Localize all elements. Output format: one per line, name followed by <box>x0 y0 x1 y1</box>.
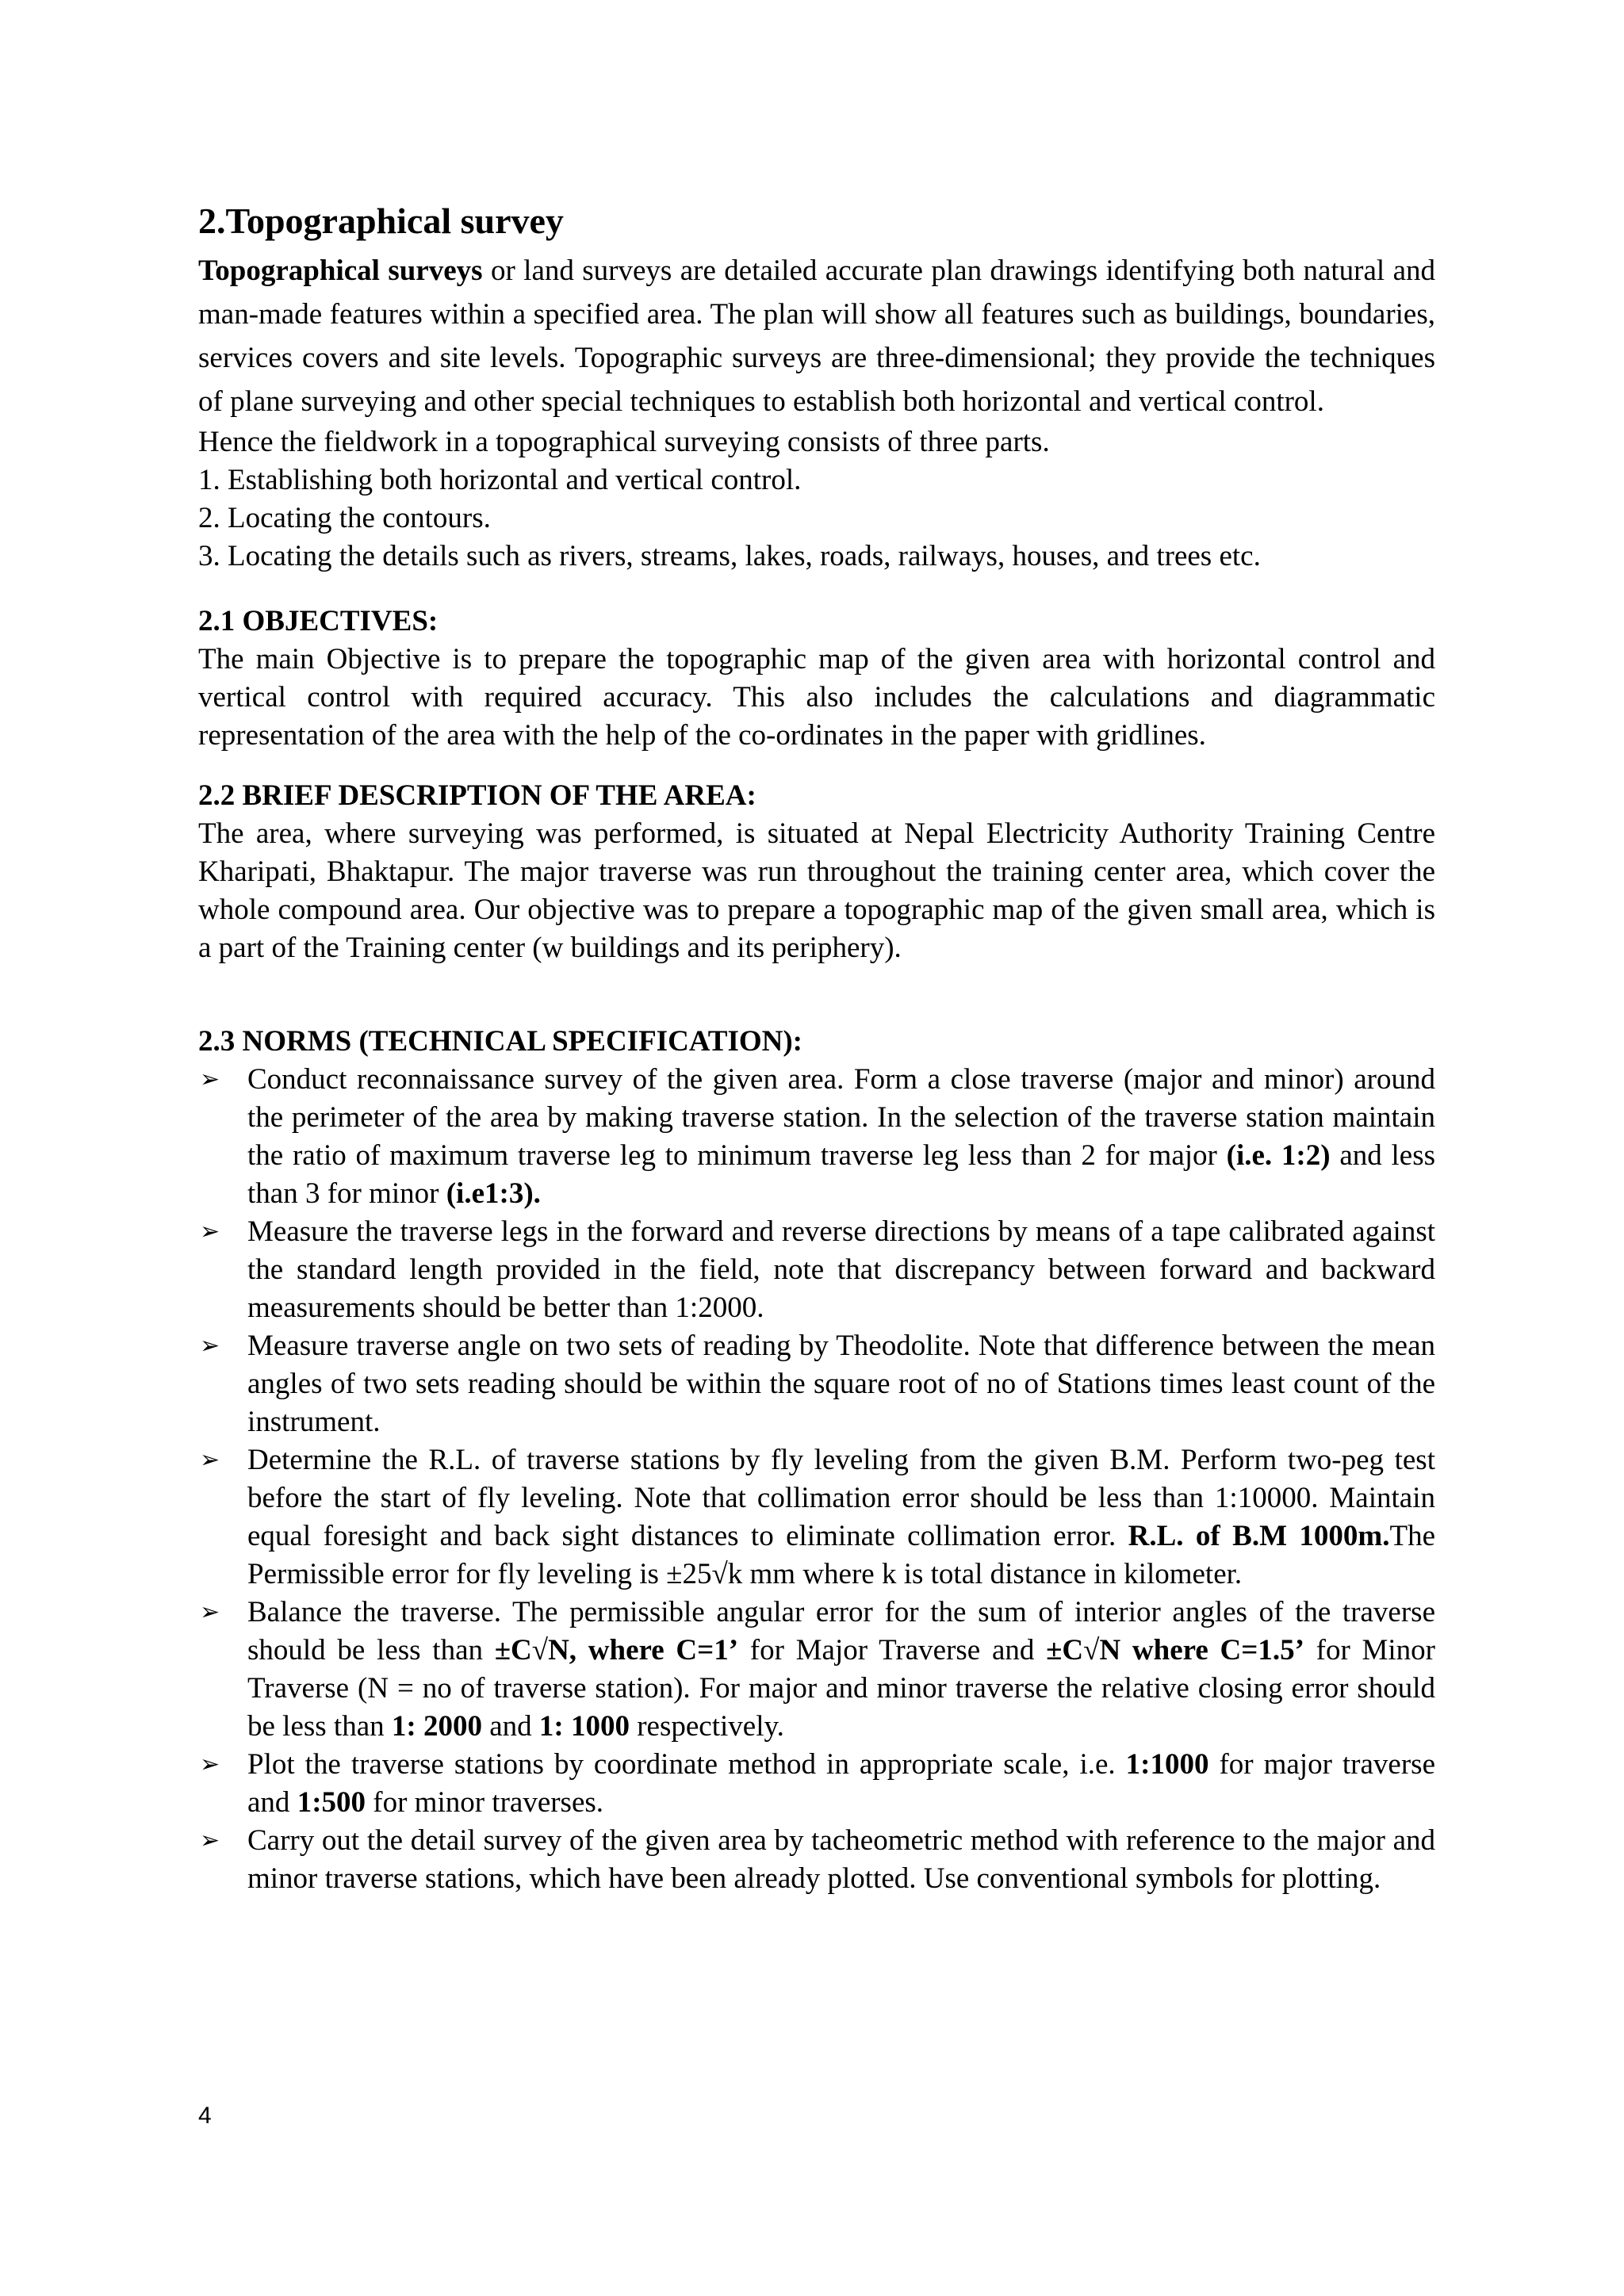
norms-list-item <box>198 1441 1435 1594</box>
item-text: Measure the traverse legs in the forward and reverse directions by means of a tape calibrated against the standard length provided in the field, note that discrepancy between forward and backward measurements should be better than 1:2000. <box>247 1215 1435 1324</box>
arrow-bullet-icon: ➢ <box>200 1218 220 1246</box>
item-text: Measure traverse angle on two sets of reading by Theodolite. Note that difference between the mean angles of two sets reading should be within the square root of no of Stations times least count of the instrument. <box>247 1330 1435 1438</box>
norms-list-item <box>198 1822 1435 1898</box>
item-text: Plot the traverse stations by coordinate method in appropriate scale, i.e. <box>247 1748 1126 1781</box>
bold-text: (i.e. 1:2) <box>1226 1139 1331 1172</box>
fieldwork-item: 1. Establishing both horizontal and vertical control. <box>198 464 802 496</box>
norms-list-item <box>198 1213 1435 1327</box>
item-text: for major traverse and <box>247 1748 1435 1819</box>
objectives-heading: 2.1 OBJECTIVES: <box>198 605 439 637</box>
area-paragraph: The area, where surveying was performed, is situated at Nepal Electricity Authority Training Centre Kharipati, Bhaktapur. The major traverse was run throughout the training center area, which cover the whole compound area. Our objective was to prepare a topographic map of the given small area, which is a part of the Training center (w buildings and its periphery). <box>198 817 1435 964</box>
bold-text: ±C√N, where C=1’ <box>494 1634 739 1667</box>
arrow-bullet-icon: ➢ <box>200 1598 220 1626</box>
arrow-bullet-icon: ➢ <box>200 1332 220 1360</box>
arrow-bullet-icon: ➢ <box>200 1827 220 1854</box>
norms-list-item <box>198 1594 1435 1746</box>
norms-list <box>198 1061 1435 1898</box>
arrow-bullet-icon: ➢ <box>200 1066 220 1093</box>
item-text: Balance the traverse. The permissible angular error for the sum of interior angles of the traverse should be less than <box>247 1596 1435 1667</box>
item-text: and <box>481 1710 539 1743</box>
bold-text: 1: 1000 <box>538 1710 630 1743</box>
norms-list-item <box>198 1061 1435 1213</box>
intro-text: or land surveys are detailed accurate plan drawings identifying both natural and man-made features within a specified area. The plan will show all features such as buildings, boundaries, services covers and site levels. Topographic surveys are three-dimensional; they provide the techniques of plane surveying and other special techniques to establish both horizontal and vertical control. <box>198 254 1436 418</box>
item-text: The Permissible error for fly leveling is ±25√k mm where k is total distance in kilometer. <box>247 1520 1435 1590</box>
bold-text: ±C√N where C=1.5’ <box>1046 1634 1304 1667</box>
intro-bold-term: Topographical surveys <box>198 254 483 287</box>
item-text: Determine the R.L. of traverse stations by fly leveling from the given B.M. Perform two-peg test before the start of fly leveling. Note that collimation error should be less than 1:10000. Maintain equal foresight and back sight distances to eliminate collimation error. <box>247 1444 1435 1552</box>
arrow-bullet-icon: ➢ <box>200 1751 220 1778</box>
item-text: and less than 3 for minor <box>247 1139 1435 1210</box>
item-text: for Major Traverse and <box>738 1634 1047 1667</box>
document-page <box>198 198 1435 1898</box>
norms-list-item <box>198 1327 1435 1441</box>
norms-list-item <box>198 1746 1435 1822</box>
bold-text: R.L. of B.M 1000m. <box>1128 1520 1390 1552</box>
fieldwork-item: 3. Locating the details such as rivers, streams, lakes, roads, railways, houses, and trees etc. <box>198 540 1261 572</box>
arrow-bullet-icon: ➢ <box>200 1446 220 1474</box>
item-text: Conduct reconnaissance survey of the given area. Form a close traverse (major and minor) around the perimeter of the area by making traverse station. In the selection of the traverse station maintain the ratio of maximum traverse leg to minimum traverse leg less than 2 for major <box>247 1063 1435 1172</box>
item-text: for minor traverses. <box>366 1786 604 1819</box>
item-text: Carry out the detail survey of the given area by tacheometric method with reference to the major and minor traverse stations, which have been already plotted. Use conventional symbols for plotting. <box>247 1824 1435 1895</box>
page-number: 4 <box>198 2103 212 2129</box>
bold-text: 1:1000 <box>1125 1748 1209 1781</box>
fieldwork-item: 2. Locating the contours. <box>198 502 491 534</box>
fieldwork-intro: Hence the fieldwork in a topographical surveying consists of three parts. <box>198 426 1050 458</box>
bold-text: (i.e1:3). <box>446 1177 541 1210</box>
section-heading: 2.Topographical survey <box>198 201 564 241</box>
objectives-paragraph: The main Objective is to prepare the topographic map of the given area with horizontal control and vertical control with required accuracy. This also includes the calculations and diagrammatic representation of the area with the help of the co-ordinates in the paper with gridlines. <box>198 643 1435 752</box>
bold-text: 1:500 <box>297 1786 366 1819</box>
bold-text: 1: 2000 <box>391 1710 482 1743</box>
area-heading: 2.2 BRIEF DESCRIPTION OF THE AREA: <box>198 779 756 812</box>
intro-paragraph <box>198 249 1435 423</box>
item-text: respectively. <box>629 1710 784 1743</box>
item-text: for Minor Traverse (N = no of traverse station). For major and minor traverse the relative closing error should be less than <box>247 1634 1436 1743</box>
norms-heading: 2.3 NORMS (TECHNICAL SPECIFICATION): <box>198 1025 802 1058</box>
